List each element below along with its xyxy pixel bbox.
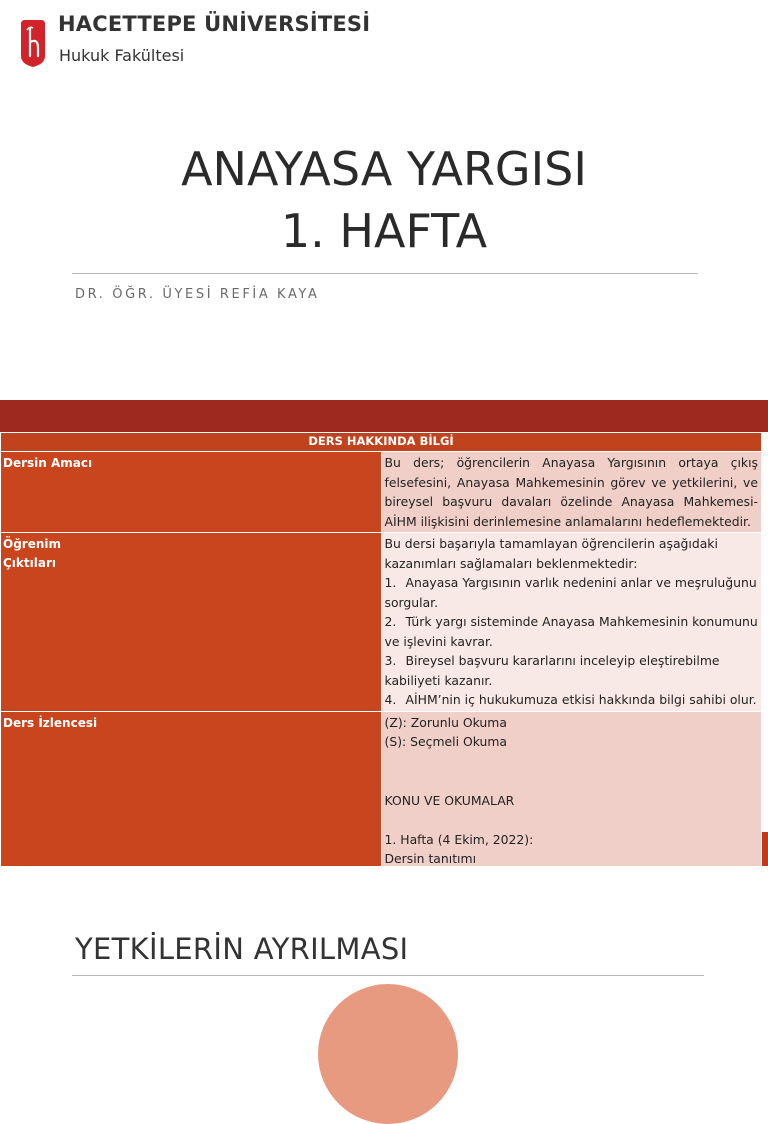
decorative-circle (318, 984, 458, 1124)
list-number: 2. (384, 614, 397, 629)
outcomes-intro: Bu dersi başarıyla tamamlayan öğrencilerin aşağıdaki kazanımları sağlamaları beklenmektedir: (384, 536, 718, 571)
row-text-outcomes (381, 533, 762, 712)
blank-line (385, 752, 759, 772)
syllabus-line: KONU VE OKUMALAR (384, 792, 515, 808)
table-header: DERS HAKKINDA BİLGİ (1, 433, 762, 452)
section-slide (0, 866, 768, 1024)
syllabus-line: (Z): Zorunlu Okuma (384, 714, 507, 730)
list-text: Anayasa Yargısının varlık nedenini anlar ve meşruluğunu sorgular. (384, 575, 757, 610)
section-heading: YETKİLERİN AYRILMASI (75, 932, 409, 966)
list-item (385, 651, 759, 690)
syllabus-line: 1. Hafta (4 Ekim, 2022): (384, 831, 534, 847)
university-name: HACETTEPE ÜNİVERSİTESİ (58, 12, 371, 36)
list-text: Türk yargı sisteminde Anayasa Mahkemesinin konumunu ve işlevini kavrar. (384, 614, 758, 649)
hacettepe-logo-icon (18, 18, 48, 68)
list-item (385, 690, 759, 710)
row-label-outcomes (1, 533, 382, 712)
slide-header-band (0, 400, 768, 432)
outcomes-list (385, 573, 759, 710)
slide-title (0, 138, 768, 262)
row-text-aim: Bu ders; öğrencilerin Anayasa Yargısının ortaya çıkış felsefesini, Anayasa Mahkemesinin görev ve yetkilerini, ve bireysel başvuru davaları özelinde Anayasa Mahkemesi-AİHM ilişkisini derinlemesine anlamalarını hedeflemektedir. (381, 452, 762, 533)
title-line-2: 1. HAFTA (280, 204, 488, 258)
label-line: Çıktıları (3, 556, 56, 570)
author-name: DR. ÖĞR. ÜYESİ REFİA KAYA (75, 287, 320, 302)
list-item (385, 573, 759, 612)
list-text: AİHM’nin iç hukukumuza etkisi hakkında bilgi sahibi olur. (405, 692, 757, 707)
section-divider (72, 975, 704, 976)
label-line: Öğrenim (3, 537, 62, 551)
right-edge-accent (762, 832, 768, 866)
table-row-outcomes (1, 533, 762, 712)
list-number: 1. (384, 575, 397, 590)
list-text: Bireysel başvuru kararlarını inceleyip eleştirebilme kabiliyeti kazanır. (384, 653, 720, 688)
syllabus-line: Dersin tanıtımı (384, 851, 477, 866)
syllabus-line: (S): Seçmeli Okuma (384, 734, 508, 749)
blank-line (385, 810, 759, 830)
list-number: 3. (384, 653, 397, 668)
row-label-aim: Dersin Amacı (1, 452, 382, 533)
table-row-aim (1, 452, 762, 533)
list-number: 4. (384, 692, 397, 707)
row-label-syllabus: Ders İzlencesi (1, 711, 382, 971)
title-divider (72, 273, 698, 274)
title-slide (0, 0, 768, 400)
title-line-1: ANAYASA YARGISI (181, 142, 587, 196)
course-info-slide (0, 432, 768, 866)
list-item (385, 612, 759, 651)
blank-line (385, 771, 759, 791)
faculty-name: Hukuk Fakültesi (59, 46, 185, 65)
